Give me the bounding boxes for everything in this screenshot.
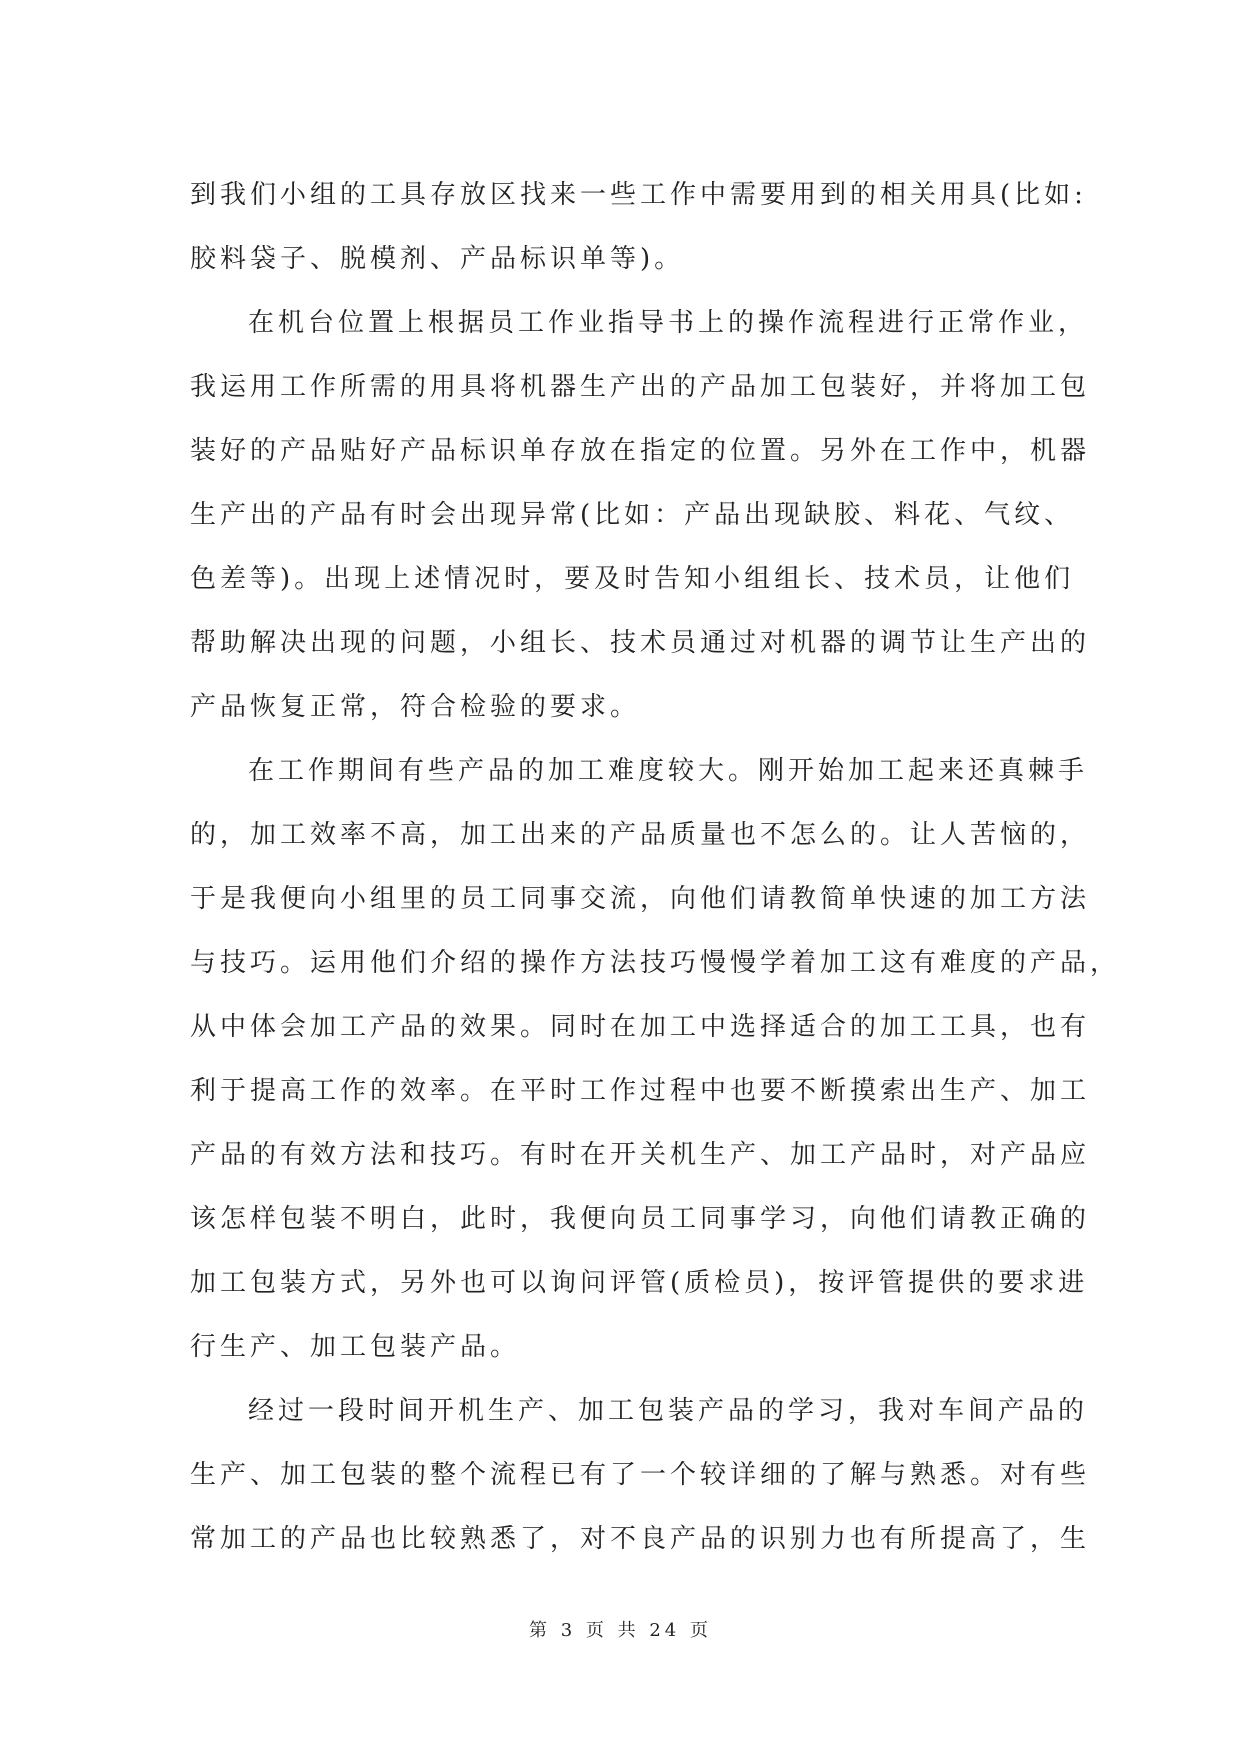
text-line: 于是我便向小组里的员工同事交流，向他们请教简单快速的加工方法 [190, 884, 1091, 914]
text-line: 加工包装方式，另外也可以询问评管(质检员)，按评管提供的要求进 [190, 1268, 1089, 1298]
body-text [190, 163, 1121, 1571]
text-line: 该怎样包装不明白，此时，我便向员工同事学习，向他们请教正确的 [190, 1204, 1091, 1234]
paragraph-start-line: 在机台位置上根据员工作业指导书上的操作流程进行正常作业， [248, 308, 1089, 338]
text-line: 利于提高工作的效率。在平时工作过程中也要不断摸索出生产、加工 [190, 1076, 1091, 1106]
text-line: 的，加工效率不高，加工出来的产品质量也不怎么的。让人苦恼的， [190, 820, 1091, 850]
text-line: 生产、加工包装的整个流程已有了一个较详细的了解与熟悉。对有些 [190, 1460, 1091, 1490]
text-line: 装好的产品贴好产品标识单存放在指定的位置。另外在工作中，机器 [190, 436, 1091, 466]
text-line: 胶料袋子、脱模剂、产品标识单等)。 [190, 244, 685, 274]
text-line: 我运用工作所需的用具将机器生产出的产品加工包装好，并将加工包 [190, 372, 1091, 402]
text-line: 与技巧。运用他们介绍的操作方法技巧慢慢学着加工这有难度的产品， [190, 948, 1121, 978]
text-line: 色差等)。出现上述情况时，要及时告知小组组长、技术员，让他们 [190, 564, 1075, 594]
text-line: 帮助解决出现的问题，小组长、技术员通过对机器的调节让生产出的 [190, 628, 1091, 658]
paragraph-start-line: 经过一段时间开机生产、加工包装产品的学习，我对车间产品的 [248, 1396, 1089, 1426]
paragraph-start-line: 在工作期间有些产品的加工难度较大。刚开始加工起来还真棘手 [248, 756, 1089, 786]
text-line: 产品恢复正常，符合检验的要求。 [190, 692, 641, 722]
text-line: 常加工的产品也比较熟悉了，对不良产品的识别力也有所提高了，生 [190, 1524, 1091, 1554]
page-number-footer: 第 3 页 共 24 页 [529, 1620, 712, 1641]
text-line: 从中体会加工产品的效果。同时在加工中选择适合的加工工具，也有 [190, 1012, 1091, 1042]
text-line: 到我们小组的工具存放区找来一些工作中需要用到的相关用具(比如: [190, 180, 1087, 210]
text-line: 行生产、加工包装产品。 [190, 1332, 521, 1362]
text-line: 产品的有效方法和技巧。有时在开关机生产、加工产品时，对产品应 [190, 1140, 1091, 1170]
text-line: 生产出的产品有时会出现异常(比如：产品出现缺胶、料花、气纹、 [190, 500, 1075, 530]
